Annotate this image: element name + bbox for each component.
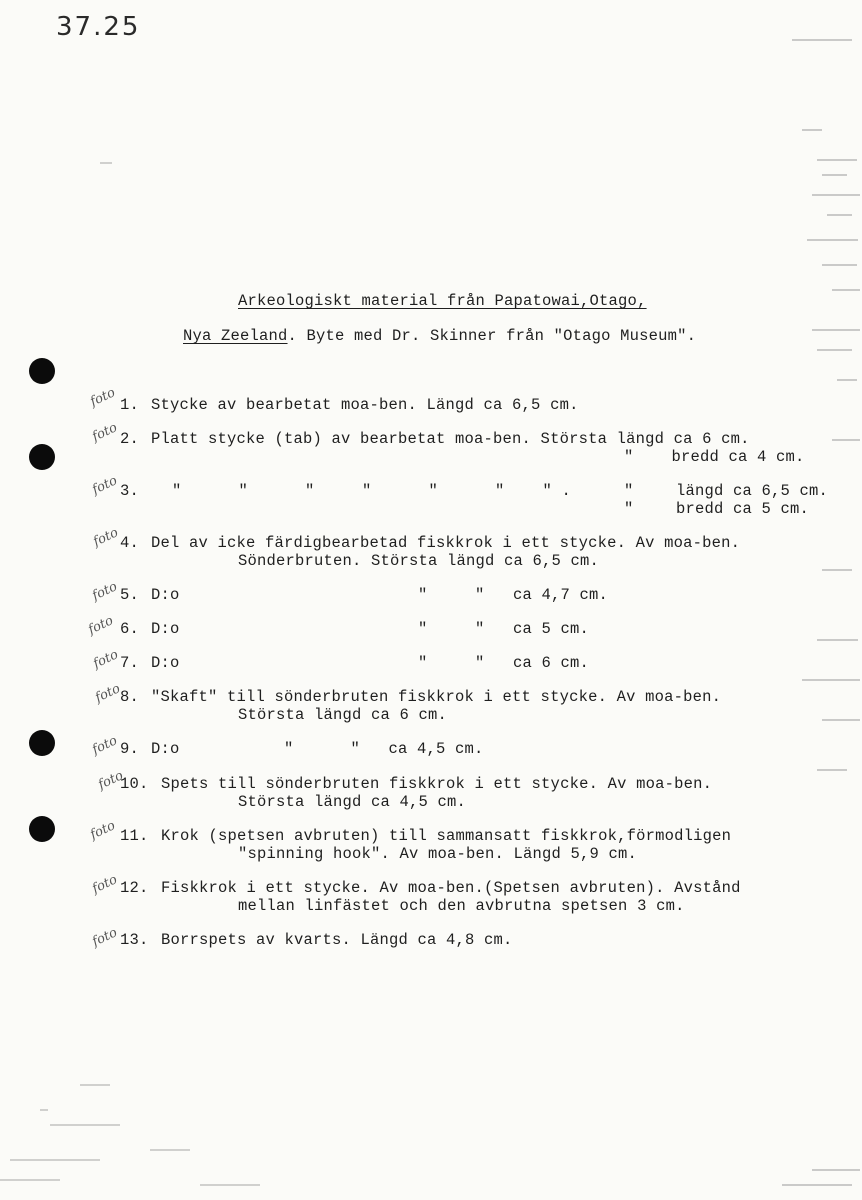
item-text: " " ca 4,5 cm.	[284, 740, 484, 758]
foto-mark: foto	[91, 647, 121, 672]
item-text: Största längd ca 4,5 cm.	[238, 793, 467, 811]
catalog-number: 37.25	[56, 12, 141, 42]
item-text: mellan linfästet och den avbrutna spetsen 3 cm.	[238, 897, 685, 915]
item-text: D:o	[151, 620, 180, 638]
item-number: 1.	[120, 396, 140, 414]
item-number: 11.	[120, 827, 149, 845]
item-number: 8.	[120, 688, 140, 706]
document-title-line1: Arkeologiskt material från Papatowai,Otago,	[238, 292, 647, 310]
item-text: Stycke av bearbetat moa-ben. Längd ca 6,5 cm.	[151, 396, 579, 414]
item-number: 12.	[120, 879, 149, 897]
item-text: D:o	[151, 654, 180, 672]
item-text: "	[624, 482, 634, 500]
item-text: "	[624, 500, 634, 518]
item-text: D:o	[151, 586, 180, 604]
item-text: Borrspets av kvarts. Längd ca 4,8 cm.	[161, 931, 513, 949]
item-number: 4.	[120, 534, 140, 552]
item-number: 10.	[120, 775, 149, 793]
item-text: " " ca 6 cm.	[418, 654, 590, 672]
foto-mark: foto	[90, 925, 120, 950]
paper-noise	[722, 0, 862, 1200]
foto-mark: foto	[86, 613, 116, 638]
item-number: 3.	[120, 482, 140, 500]
item-text: längd ca 6,5 cm.	[676, 482, 829, 500]
item-text: "spinning hook". Av moa-ben. Längd 5,9 cm.	[238, 845, 638, 863]
item-text: D:o	[151, 740, 180, 758]
title-location: Nya Zeeland	[183, 327, 288, 345]
foto-mark: foto	[88, 818, 118, 843]
item-number: 2.	[120, 430, 140, 448]
item-text: Största längd ca 6 cm.	[238, 706, 448, 724]
item-number: 5.	[120, 586, 140, 604]
item-text: Fiskkrok i ett stycke. Av moa-ben.(Spetsen avbruten). Avstånd	[161, 879, 741, 897]
item-number: 7.	[120, 654, 140, 672]
document-title-line2	[183, 327, 696, 345]
foto-mark: foto	[93, 681, 123, 706]
foto-mark: foto	[96, 768, 126, 793]
item-text: Krok (spetsen avbruten) till sammansatt fiskkrok,förmodligen	[161, 827, 732, 845]
item-text: " " ca 5 cm.	[418, 620, 590, 638]
item-number: 9.	[120, 740, 140, 758]
item-text: bredd ca 5 cm.	[676, 500, 810, 518]
item-number: 13.	[120, 931, 149, 949]
title-exchange-note: . Byte med Dr. Skinner från "Otago Museum".	[287, 327, 697, 345]
item-text: " " " " " " " .	[172, 482, 572, 500]
foto-mark: foto	[90, 872, 120, 897]
foto-mark: foto	[90, 473, 120, 498]
item-text: " " ca 4,7 cm.	[418, 586, 609, 604]
item-text: Platt stycke (tab) av bearbetat moa-ben. Största längd ca 6 cm.	[151, 430, 750, 448]
foto-mark: foto	[90, 733, 120, 758]
item-text: Spets till sönderbruten fiskkrok i ett stycke. Av moa-ben.	[161, 775, 713, 793]
foto-mark: foto	[91, 525, 121, 550]
foto-mark: foto	[88, 385, 118, 410]
foto-mark: foto	[90, 420, 120, 445]
item-text: Del av icke färdigbearbetad fiskkrok i ett stycke. Av moa-ben.	[151, 534, 741, 552]
foto-mark: foto	[90, 579, 120, 604]
item-text: Sönderbruten. Största längd ca 6,5 cm.	[238, 552, 600, 570]
item-number: 6.	[120, 620, 140, 638]
item-text: "Skaft" till sönderbruten fiskkrok i ett stycke. Av moa-ben.	[151, 688, 722, 706]
item-text: " bredd ca 4 cm.	[624, 448, 805, 466]
